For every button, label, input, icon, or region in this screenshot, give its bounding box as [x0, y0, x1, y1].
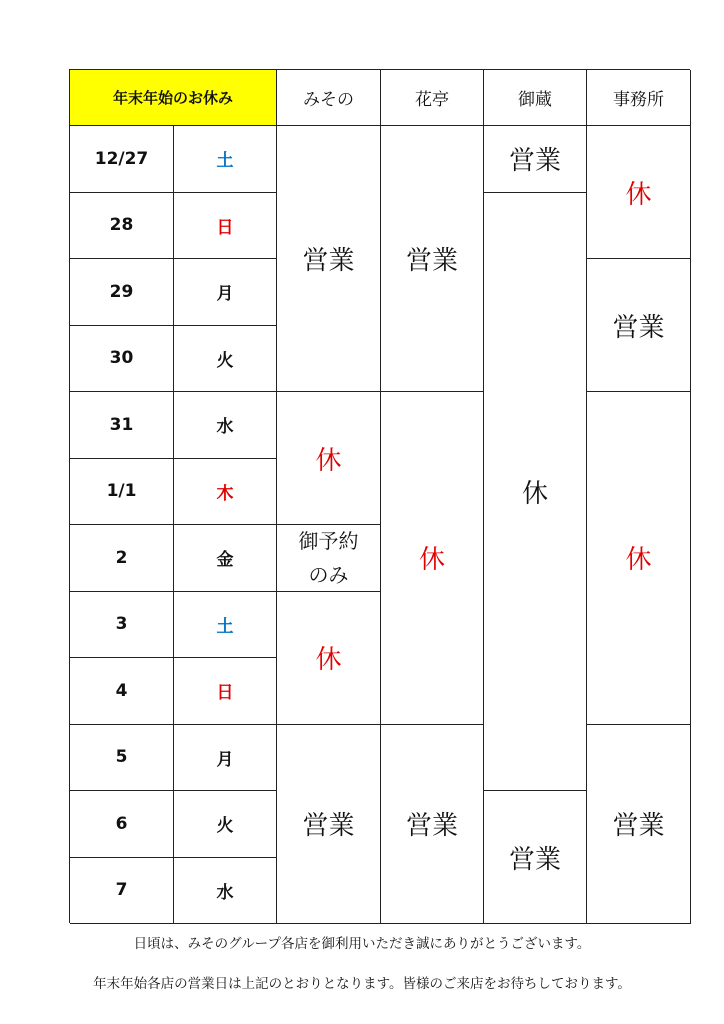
- date-cell: 28: [70, 193, 174, 260]
- weekday-cell: 日: [174, 193, 277, 260]
- open-status-block: 営業: [587, 259, 691, 392]
- footer-notice: 年末年始各店の営業日は上記のとおりとなります。皆様のご来店をお待ちしております。: [93, 976, 631, 992]
- date-cell: 1/1: [70, 459, 174, 526]
- footer-greeting: 日頃は、みそのグループ各店を御利用いただき誠にありがとうございます。: [133, 936, 591, 952]
- weekday-cell: 土: [174, 592, 277, 659]
- holiday-schedule-table: [69, 69, 690, 923]
- weekday-cell: 木: [174, 459, 277, 526]
- reservation-line: 御予約: [298, 528, 359, 553]
- open-status-block: 営業: [484, 126, 587, 193]
- closed-status-block: 休: [277, 392, 381, 525]
- closed-status-block: 休: [587, 126, 691, 259]
- date-cell: 6: [70, 791, 174, 858]
- open-status-block: 営業: [484, 791, 587, 924]
- date-cell: 30: [70, 326, 174, 393]
- date-cell: 7: [70, 858, 174, 925]
- reservation-only-block: [277, 525, 381, 592]
- closed-status-block: 休: [381, 392, 484, 725]
- weekday-cell: 日: [174, 658, 277, 725]
- weekday-cell: 月: [174, 259, 277, 326]
- date-cell: 4: [70, 658, 174, 725]
- store-header: 花亭: [381, 70, 484, 126]
- open-status-block: 営業: [277, 725, 381, 925]
- date-cell: 29: [70, 259, 174, 326]
- store-header: 御蔵: [484, 70, 587, 126]
- store-header: 事務所: [587, 70, 691, 126]
- store-header: みその: [277, 70, 381, 126]
- table-title: 年末年始のお休み: [70, 70, 277, 126]
- closed-status-block: 休: [277, 592, 381, 725]
- date-cell: 2: [70, 525, 174, 592]
- weekday-cell: 火: [174, 791, 277, 858]
- reservation-line: のみ: [308, 562, 349, 587]
- date-cell: 5: [70, 725, 174, 792]
- closed-status-block: 休: [587, 392, 691, 725]
- weekday-cell: 水: [174, 392, 277, 459]
- weekday-cell: 土: [174, 126, 277, 193]
- weekday-cell: 金: [174, 525, 277, 592]
- date-cell: 31: [70, 392, 174, 459]
- open-status-block: 営業: [381, 725, 484, 925]
- weekday-cell: 水: [174, 858, 277, 925]
- date-cell: 12/27: [70, 126, 174, 193]
- open-status-block: 営業: [587, 725, 691, 925]
- date-cell: 3: [70, 592, 174, 659]
- open-status-block: 営業: [277, 126, 381, 392]
- weekday-cell: 火: [174, 326, 277, 393]
- open-status-block: 営業: [381, 126, 484, 392]
- weekday-cell: 月: [174, 725, 277, 792]
- closed-status-block: 休: [484, 193, 587, 792]
